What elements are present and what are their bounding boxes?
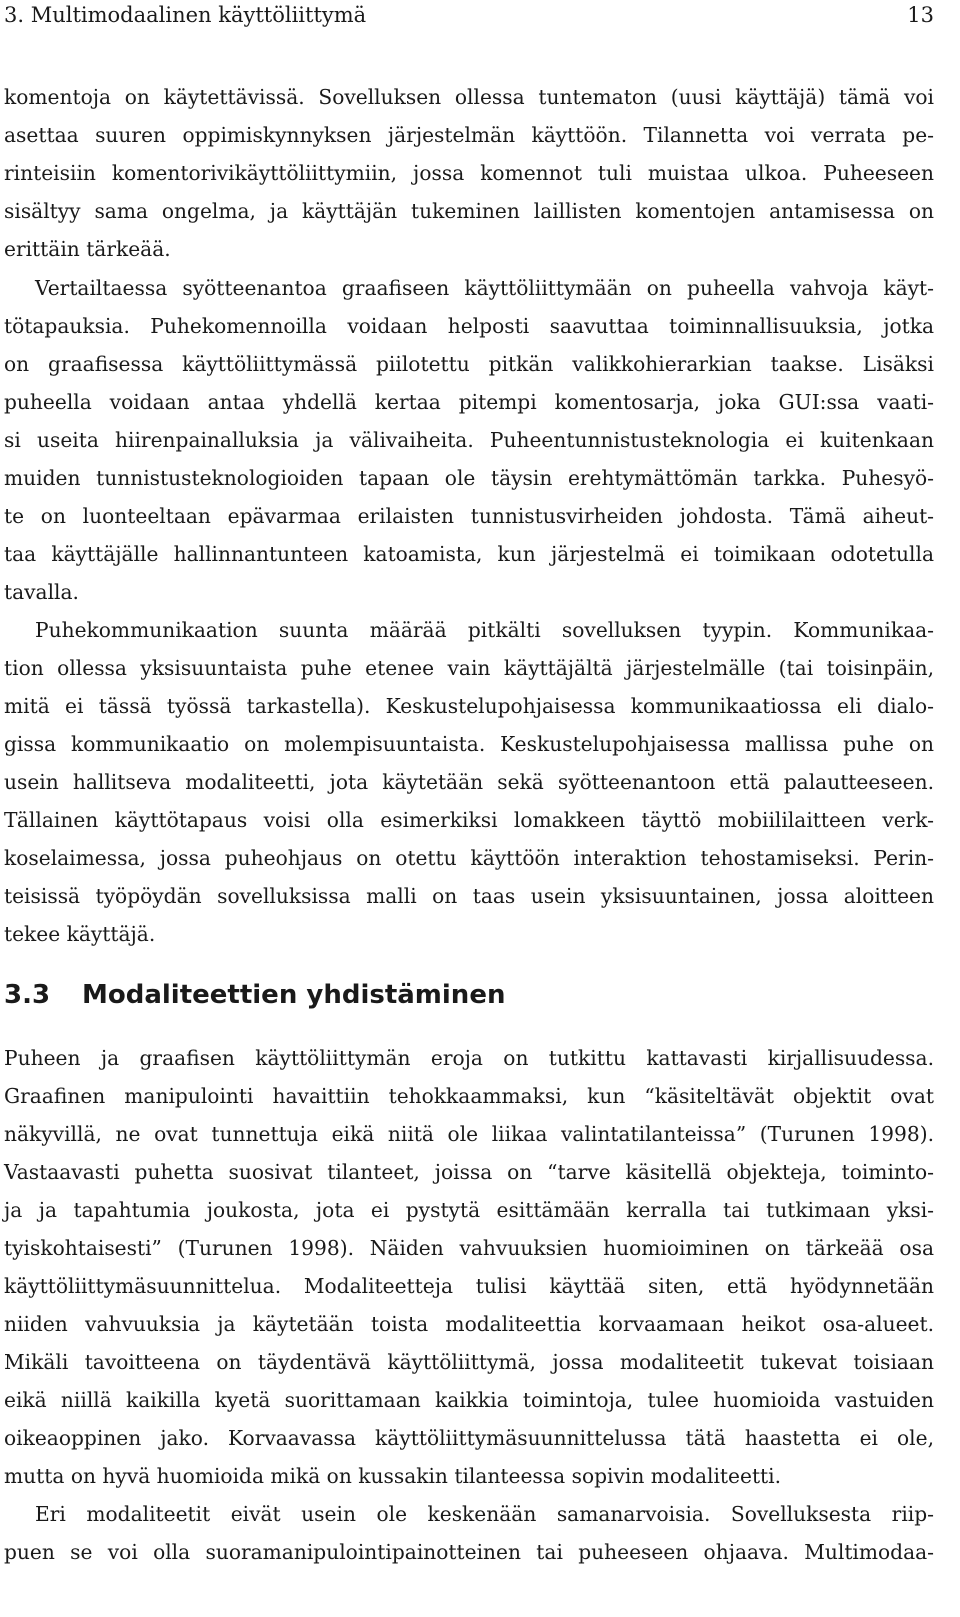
text-line: Mikäli tavoitteena on täydentävä käyttöliittymä, jossa modaliteetit tukevat toisiaan: [4, 1350, 934, 1374]
text-line: tyiskohtaisesti” (Turunen 1998). Näiden vahvuuksien huomioiminen on tärkeää osa: [4, 1236, 934, 1260]
text-line: tekee käyttäjä.: [4, 922, 156, 946]
text-line: näkyvillä, ne ovat tunnettuja eikä niitä ole liikaa valintatilanteissa” (Turunen 1998).: [4, 1122, 934, 1146]
text-line: erittäin tärkeää.: [4, 237, 171, 261]
text-line: komentoja on käytettävissä. Sovelluksen ollessa tuntematon (uusi käyttäjä) tämä voi: [4, 85, 934, 109]
text-line: Puheen ja graafisen käyttöliittymän eroja on tutkittu kattavasti kirjallisuudessa.: [4, 1046, 934, 1070]
running-header: [4, 0, 934, 36]
text-line: mutta on hyvä huomioida mikä on kussakin tilanteessa sopivin modaliteetti.: [4, 1464, 782, 1488]
text-line: puheella voidaan antaa yhdellä kertaa pitempi komentosarja, joka GUI:ssa vaati-: [4, 390, 934, 414]
chapter-title: 3. Multimodaalinen käyttöliittymä: [4, 3, 367, 27]
text-line: Eri modaliteetit eivät usein ole keskenään samanarvoisia. Sovelluksesta riip-: [35, 1502, 934, 1526]
text-line: gissa kommunikaatio on molempisuuntaista. Keskustelupohjaisessa mallissa puhe on: [4, 732, 934, 756]
section-heading: [4, 975, 505, 1015]
text-line: Vertailtaessa syötteenantoa graafiseen käyttöliittymään on puheella vahvoja käyt-: [35, 276, 934, 300]
page-number: 13: [907, 3, 934, 27]
text-line: tion ollessa yksisuuntaista puhe etenee vain käyttäjältä järjestelmälle (tai toisinpäin,: [4, 656, 934, 680]
text-line: ja ja tapahtumia joukosta, jota ei pystytä esittämään kerralla tai tutkimaan yksi-: [4, 1198, 934, 1222]
text-line: Puhekommunikaation suunta määrää pitkälti sovelluksen tyypin. Kommunikaa-: [35, 618, 934, 642]
section-title: Modaliteettien yhdistäminen: [82, 980, 506, 1010]
text-line: käyttöliittymäsuunnittelua. Modaliteetteja tulisi käyttää siten, että hyödynnetään: [4, 1274, 934, 1298]
text-line: usein hallitseva modaliteetti, jota käytetään sekä syötteenantoon että palautteeseen.: [4, 770, 934, 794]
text-line: teisissä työpöydän sovelluksissa malli on taas usein yksisuuntainen, jossa aloitteen: [4, 884, 934, 908]
text-line: taa käyttäjälle hallinnantunteen katoamista, kun järjestelmä ei toimikaan odotetulla: [4, 542, 934, 566]
text-line: Graafinen manipulointi havaittiin tehokkaammaksi, kun “käsiteltävät objektit ovat: [4, 1084, 934, 1108]
text-line: on graafisessa käyttöliittymässä piilotettu pitkän valikkohierarkian taakse. Lisäksi: [4, 352, 934, 376]
text-line: Vastaavasti puhetta suosivat tilanteet, joissa on “tarve käsitellä objekteja, toiminto-: [4, 1160, 934, 1184]
text-line: asettaa suuren oppimiskynnyksen järjestelmän käyttöön. Tilannetta voi verrata pe-: [4, 123, 934, 147]
text-line: sisältyy sama ongelma, ja käyttäjän tukeminen laillisten komentojen antamisessa on: [4, 199, 934, 223]
text-line: Tällainen käyttötapaus voisi olla esimerkiksi lomakkeen täyttö mobiililaitteen verk-: [4, 808, 934, 832]
text-line: niiden vahvuuksia ja käytetään toista modaliteettia korvaamaan heikot osa-alueet.: [4, 1312, 934, 1336]
text-line: te on luonteeltaan epävarmaa erilaisten tunnistusvirheiden johdosta. Tämä aiheut-: [4, 504, 934, 528]
text-line: rinteisiin komentorivikäyttöliittymiin, jossa komennot tuli muistaa ulkoa. Puheeseen: [4, 161, 934, 185]
text-line: koselaimessa, jossa puheohjaus on otettu käyttöön interaktion tehostamiseksi. Perin-: [4, 846, 934, 870]
text-line: oikeaoppinen jako. Korvaavassa käyttöliittymäsuunnittelussa tätä haastetta ei ole,: [4, 1426, 934, 1450]
text-line: puen se voi olla suoramanipulointipainotteinen tai puheeseen ohjaava. Multimodaa-: [4, 1540, 934, 1564]
text-line: eikä niillä kaikilla kyetä suorittamaan kaikkia toimintoja, tulee huomioida vastuiden: [4, 1388, 934, 1412]
text-line: tavalla.: [4, 580, 79, 604]
section-number: 3.3: [4, 980, 51, 1010]
text-line: mitä ei tässä työssä tarkastella). Keskustelupohjaisessa kommunikaatiossa eli dialo-: [4, 694, 934, 718]
text-line: tötapauksia. Puhekomennoilla voidaan helposti saavuttaa toiminnallisuuksia, jotka: [4, 314, 934, 338]
text-line: si useita hiirenpainalluksia ja välivaiheita. Puheentunnistusteknologia ei kuitenkaan: [4, 428, 934, 452]
text-line: muiden tunnistusteknologioiden tapaan ole täysin erehtymättömän tarkka. Puhesyö-: [4, 466, 934, 490]
